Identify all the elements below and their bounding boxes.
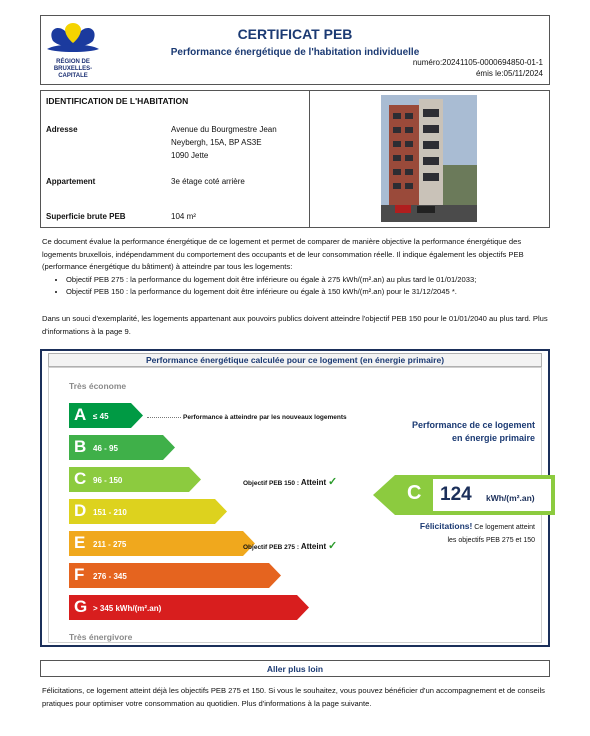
objective-275-text: Objectif PEB 275 : <box>243 544 299 551</box>
band-range: 151 - 210 <box>93 508 127 517</box>
band-range: ≤ 45 <box>93 412 109 421</box>
certificate-header <box>40 15 550 85</box>
performance-scale-area <box>48 367 542 643</box>
energy-band-f <box>69 563 281 588</box>
energy-band-a <box>69 403 143 428</box>
intro-text <box>42 236 550 299</box>
certificate-date: émis le:05/11/2024 <box>475 69 543 78</box>
further-text: Félicitations, ce logement atteint déjà les objectifs PEB 275 et 150. Si vous le souhaitez, vous pouvez bénéficier d'un accompagnement et de conseils pratiques pour optimiser votre consommation au quotidien. Plus d'informations à la page suivante. <box>42 686 545 708</box>
address-value: Avenue du Bourgmestre Jean Neybergh, 15A, BP AS3E <box>171 125 277 147</box>
intro-paragraph: Ce document évalue la performance énergétique de ce logement et permet de comparer de manière objective la performance énergétique des logements bruxellois, indépendamment du comportement des occupants et de leur consommation réelle. Il indique également les objectifs PEB (performance énergétique du bâtiment) à atteindre par tous les logements: <box>42 237 524 271</box>
public-housing-note: Dans un souci d'exemplarité, les logements appartenant aux pouvoirs publics doivent atteindre l'objectif PEB 150 pour le 01/01/2040 au plus tard. Plus d'informations à la page 9. <box>42 314 548 336</box>
band-letter: F <box>74 565 85 584</box>
energy-band-g <box>69 595 309 620</box>
band-range: 46 - 95 <box>93 444 118 453</box>
band-range: > 345 kWh/(m².an) <box>93 604 162 613</box>
building-photo <box>381 95 477 222</box>
certificate-number: numéro:20241105-0000694850-01-1 <box>412 58 543 67</box>
energy-band-c <box>69 467 201 492</box>
energy-band-b <box>69 435 175 460</box>
energy-band-e <box>69 531 255 556</box>
band-letter: G <box>74 597 88 616</box>
area-label: Superficie brute PEB <box>46 212 126 221</box>
band-letter: A <box>74 405 87 424</box>
result-title-line1: Performance de ce logement <box>411 420 535 430</box>
objective-150-label <box>243 475 337 488</box>
objectives-list <box>42 274 550 299</box>
result-title <box>412 419 535 445</box>
scale-top-label: Très économe <box>69 381 127 391</box>
result-value: 124 <box>440 484 472 505</box>
objective-275: • Objectif PEB 275 : la performance du logement doit être inférieure ou égale à 275 kWh/(m².an) au plus tard le 01/01/2033; <box>66 274 550 287</box>
further-header: Aller plus loin <box>40 660 550 677</box>
section-divider <box>309 91 310 227</box>
identification-section <box>40 90 550 228</box>
congratulations-title: Félicitations! <box>419 521 473 531</box>
band-letter: E <box>74 533 86 552</box>
address-label: Adresse <box>46 125 78 134</box>
objective-275-label <box>243 539 337 552</box>
identification-title: IDENTIFICATION DE L'HABITATION <box>46 96 189 106</box>
energy-band-d <box>69 499 227 524</box>
check-icon: ✓ <box>327 476 338 488</box>
objective-275-status: Atteint <box>300 542 327 551</box>
band-range: 96 - 150 <box>93 476 123 485</box>
scale-bottom-label: Très énergivore <box>69 632 133 642</box>
band-letter: D <box>74 501 87 520</box>
certificate-title: CERTIFICAT PEB <box>237 26 353 42</box>
band-range: 211 - 275 <box>93 540 127 549</box>
apartment-value: 3e étage coté arrière <box>171 177 245 186</box>
congratulations-line1: Ce logement atteint <box>474 524 535 531</box>
congratulations-note <box>420 520 535 547</box>
congratulations-line2: les objectifs PEB 275 et 150 <box>447 537 535 544</box>
objective-150-status: Atteint <box>300 478 327 487</box>
objective-150: • Objectif PEB 150 : la performance du logement doit être inférieure ou égale à 150 kWh/(m².an) pour le 31/12/2045 *. <box>66 286 550 299</box>
band-letter: C <box>74 469 87 488</box>
area-value: 104 m² <box>171 212 196 221</box>
result-unit: kWh/(m².an) <box>486 493 535 503</box>
apartment-label: Appartement <box>46 177 96 186</box>
leader-line <box>147 417 181 418</box>
address-city: 1090 Jette <box>171 151 209 160</box>
new-buildings-label: Performance à atteindre par les nouveaux logements <box>183 414 347 421</box>
band-letter: B <box>74 437 87 456</box>
performance-box <box>40 349 550 647</box>
logo-caption: RÉGION DE BRUXELLES-CAPITALE <box>53 59 93 79</box>
objective-150-text: Objectif PEB 150 : <box>243 480 299 487</box>
certificate-subtitle: Performance énergétique de l'habitation individuelle <box>170 47 420 58</box>
result-title-line2: en énergie primaire <box>451 433 535 443</box>
band-range: 276 - 345 <box>93 572 127 581</box>
check-icon: ✓ <box>327 540 338 552</box>
performance-header: Performance énergétique calculée pour ce logement (en énergie primaire) <box>48 353 542 367</box>
result-letter: C <box>407 482 422 504</box>
